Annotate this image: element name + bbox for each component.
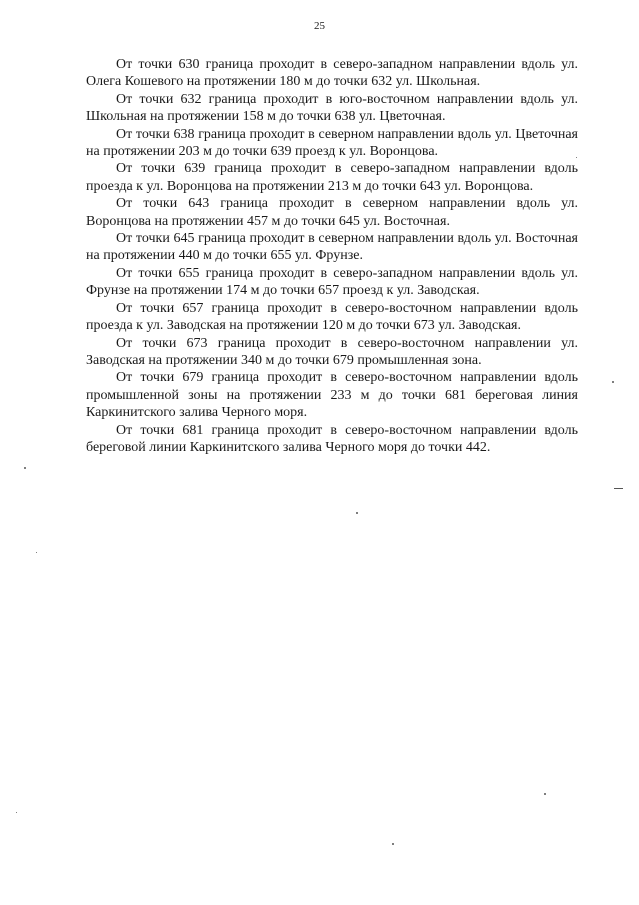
scan-speck — [612, 381, 614, 383]
paragraph-10: От точки 679 граница проходит в северо-восточном направлении вдоль промышленной зоны на протяжении 233 м до точки 681 береговая линия Каркинитского залива Черного моря. — [86, 370, 578, 421]
scan-speck — [392, 843, 394, 845]
scan-speck — [24, 467, 26, 469]
page-number: 25 — [314, 20, 325, 32]
paragraph-4: От точки 639 граница проходит в северо-западном направлении вдоль проезда к ул. Воронцова на протяжении 213 м до точки 643 ул. Воронцова. — [86, 161, 578, 194]
paragraph-2: От точки 632 граница проходит в юго-восточном направлении вдоль ул. Школьная на протяжении 158 м до точки 638 ул. Цветочная. — [86, 91, 578, 125]
paragraph-1: От точки 630 граница проходит в северо-западном направлении вдоль ул. Олега Кошевого на протяжении 180 м до точки 632 ул. Школьная. — [86, 57, 578, 90]
document-body — [86, 56, 578, 456]
paragraph-5: От точки 643 граница проходит в северном направлении вдоль ул. Воронцова на протяжении 457 м до точки 645 ул. Восточная. — [86, 196, 578, 229]
paragraph-7: От точки 655 граница проходит в северо-западном направлении вдоль ул. Фрунзе на протяжении 174 м до точки 657 проезд к ул. Заводская. — [86, 265, 578, 299]
paragraph-3: От точки 638 граница проходит в северном направлении вдоль ул. Цветочная на протяжении 203 м до точки 639 проезд к ул. Воронцова. — [86, 126, 578, 160]
scan-speck — [614, 488, 623, 489]
scan-speck — [544, 793, 546, 795]
scan-speck — [576, 157, 577, 158]
paragraph-11: От точки 681 граница проходит в северо-восточном направлении вдоль береговой линии Каркинитского залива Черного моря до точки 442. — [86, 422, 578, 455]
scan-speck — [356, 512, 358, 514]
paragraph-6: От точки 645 граница проходит в северном направлении вдоль ул. Восточная на протяжении 440 м до точки 655 ул. Фрунзе. — [86, 231, 578, 264]
scan-speck — [16, 812, 17, 813]
paragraph-8: От точки 657 граница проходит в северо-восточном направлении вдоль проезда к ул. Заводская на протяжении 120 м до точки 673 ул. Заводская. — [86, 300, 578, 334]
scan-speck — [36, 552, 37, 553]
paragraph-9: От точки 673 граница проходит в северо-восточном направлении ул. Заводская на протяжении 340 м до точки 679 промышленная зона. — [86, 335, 578, 368]
